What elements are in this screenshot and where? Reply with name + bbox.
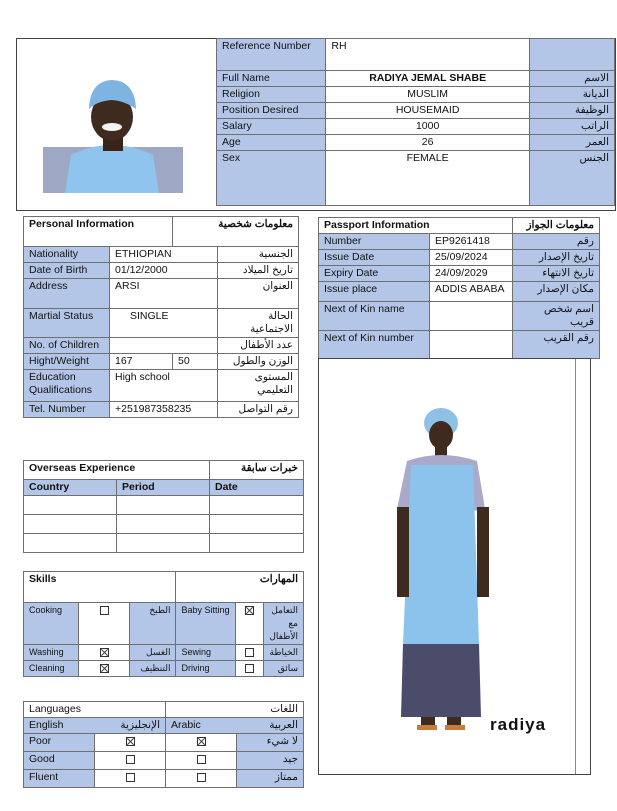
position-value: HOUSEMAID bbox=[326, 103, 530, 119]
level-poor-label-ar: لا شيء bbox=[237, 734, 304, 752]
height-value: 167 bbox=[110, 354, 173, 370]
tel-value: +251987358235 bbox=[110, 402, 218, 418]
headshot-photo bbox=[37, 69, 187, 193]
languages-title-ar: اللغات bbox=[166, 702, 304, 718]
issue-date-label-ar: تاريخ الإصدار bbox=[513, 250, 600, 266]
overseas-table bbox=[23, 460, 304, 553]
kin-name-label: Next of Kin name bbox=[319, 302, 430, 331]
education-label-ar: المستوى التعليمي bbox=[218, 370, 299, 402]
dob-value: 01/12/2000 bbox=[110, 263, 218, 279]
full-body-photo-frame bbox=[318, 358, 591, 775]
overseas-row bbox=[24, 496, 304, 515]
header-label-ref: Reference Number bbox=[217, 39, 326, 71]
skill-cooking-label: Cooking bbox=[24, 603, 79, 645]
kin-name-label-ar: اسم شخص قريب bbox=[513, 302, 600, 331]
kin-number-label-ar: رقم القريب bbox=[513, 331, 600, 359]
language-level-row bbox=[24, 770, 304, 788]
weight-value: 50 bbox=[173, 354, 218, 370]
full-body-photo bbox=[389, 399, 499, 735]
header-ar-age: العمر bbox=[529, 135, 614, 151]
overseas-col-date: Date bbox=[210, 480, 304, 496]
issue-place-label: Issue place bbox=[319, 282, 430, 302]
marital-label-ar: الحالة الاجتماعية bbox=[218, 309, 299, 338]
languages-table bbox=[23, 701, 304, 788]
issue-place-value: ADDIS ABABA bbox=[430, 282, 513, 302]
height-weight-label: Hight/Weight bbox=[24, 354, 110, 370]
expiry-date-label-ar: تاريخ الانتهاء bbox=[513, 266, 600, 282]
language-english-label: English bbox=[29, 719, 64, 731]
skill-washing-label-ar: الغسل bbox=[129, 645, 176, 661]
language-level-row bbox=[24, 752, 304, 770]
header-label-religion: Religion bbox=[217, 87, 326, 103]
education-label: Education Qualifications bbox=[24, 370, 110, 402]
tel-label: Tel. Number bbox=[24, 402, 110, 418]
skill-driving-checkbox[interactable] bbox=[245, 664, 254, 673]
header-ar-name: الاسم bbox=[529, 71, 614, 87]
expiry-date-value: 24/09/2029 bbox=[430, 266, 513, 282]
english-poor-checkbox[interactable] bbox=[126, 737, 135, 746]
overseas-row bbox=[24, 534, 304, 553]
language-arabic-label-ar: العربية bbox=[269, 719, 298, 731]
level-good-label: Good bbox=[24, 752, 95, 770]
marital-label: Martial Status bbox=[24, 309, 110, 338]
marital-value: SINGLE bbox=[110, 309, 218, 338]
expiry-date-label: Expiry Date bbox=[319, 266, 430, 282]
english-fluent-checkbox[interactable] bbox=[126, 773, 135, 782]
children-label: No. of Children bbox=[24, 338, 110, 354]
passport-number-value: EP9261418 bbox=[430, 234, 513, 250]
skills-row bbox=[24, 661, 304, 677]
header-label-salary: Salary bbox=[217, 119, 326, 135]
address-label: Address bbox=[24, 279, 110, 309]
issue-date-label: Issue Date bbox=[319, 250, 430, 266]
language-arabic-label: Arabic bbox=[171, 719, 201, 731]
skill-cleaning-label-ar: التنظيف bbox=[129, 661, 176, 677]
skill-driving-label-ar: سائق bbox=[264, 661, 304, 677]
header-ar-position: الوظيفة bbox=[529, 103, 614, 119]
photo-divider bbox=[575, 359, 576, 774]
skill-cleaning-checkbox[interactable] bbox=[100, 664, 109, 673]
address-label-ar: العنوان bbox=[218, 279, 299, 309]
sex-value: FEMALE bbox=[326, 151, 530, 206]
passport-info-title: Passport Information bbox=[319, 218, 513, 234]
overseas-title-ar: خبرات سابقة bbox=[210, 461, 304, 480]
overseas-title: Overseas Experience bbox=[24, 461, 210, 480]
skill-sewing-label-ar: الخياطة bbox=[264, 645, 304, 661]
full-name-value: RADIYA JEMAL SHABE bbox=[326, 71, 530, 87]
height-weight-label-ar: الوزن والطول bbox=[218, 354, 299, 370]
english-good-checkbox[interactable] bbox=[126, 755, 135, 764]
level-fluent-label-ar: ممتاز bbox=[237, 770, 304, 788]
children-value bbox=[110, 338, 218, 354]
dob-label: Date of Birth bbox=[24, 263, 110, 279]
passport-info-title-ar: معلومات الجواز bbox=[513, 218, 600, 234]
skills-row bbox=[24, 603, 304, 645]
header-table bbox=[216, 38, 615, 206]
issue-date-value: 25/09/2024 bbox=[430, 250, 513, 266]
arabic-poor-checkbox[interactable] bbox=[197, 737, 206, 746]
languages-title: Languages bbox=[24, 702, 166, 718]
language-level-row bbox=[24, 734, 304, 752]
overseas-row bbox=[24, 515, 304, 534]
photo-signature: radiya bbox=[490, 715, 547, 734]
skill-sewing-checkbox[interactable] bbox=[245, 648, 254, 657]
skill-cooking-label-ar: الطبخ bbox=[129, 603, 176, 645]
header-ar-ref bbox=[529, 39, 614, 71]
header-label-position: Position Desired bbox=[217, 103, 326, 119]
skill-sewing-label: Sewing bbox=[176, 645, 236, 661]
passport-info-table bbox=[318, 217, 600, 359]
skills-title-ar: المهارات bbox=[176, 572, 304, 603]
dob-label-ar: تاريخ الميلاد bbox=[218, 263, 299, 279]
salary-value: 1000 bbox=[326, 119, 530, 135]
education-value: High school bbox=[110, 370, 218, 402]
language-english-label-ar: الإنجليزية bbox=[120, 719, 160, 731]
skill-babysitting-label: Baby Sitting bbox=[176, 603, 236, 645]
kin-name-value bbox=[430, 302, 513, 331]
tel-label-ar: رقم التواصل bbox=[218, 402, 299, 418]
header-value-ref: RH bbox=[326, 39, 530, 71]
arabic-fluent-checkbox[interactable] bbox=[197, 773, 206, 782]
personal-info-title: Personal Information bbox=[24, 217, 173, 247]
nationality-value: ETHIOPIAN bbox=[110, 247, 218, 263]
header-label-name: Full Name bbox=[217, 71, 326, 87]
header-ar-religion: الديانة bbox=[529, 87, 614, 103]
skill-babysitting-label-ar: التعامل مع الأطفال bbox=[264, 603, 304, 645]
overseas-col-period: Period bbox=[117, 480, 210, 496]
nationality-label-ar: الجنسية bbox=[218, 247, 299, 263]
passport-number-label-ar: رقم bbox=[513, 234, 600, 250]
skills-table bbox=[23, 571, 304, 677]
kin-number-value bbox=[430, 331, 513, 359]
header-label-sex: Sex bbox=[217, 151, 326, 206]
children-label-ar: عدد الأطفال bbox=[218, 338, 299, 354]
issue-place-label-ar: مكان الإصدار bbox=[513, 282, 600, 302]
skills-title: Skills bbox=[24, 572, 176, 603]
skill-cleaning-label: Cleaning bbox=[24, 661, 79, 677]
skill-cooking-checkbox[interactable] bbox=[100, 606, 109, 615]
address-value: ARSI bbox=[110, 279, 218, 309]
personal-info-title-ar: معلومات شخصية bbox=[173, 217, 299, 247]
age-value: 26 bbox=[326, 135, 530, 151]
skill-driving-label: Driving bbox=[176, 661, 236, 677]
header-ar-salary: الراتب bbox=[529, 119, 614, 135]
personal-info-table bbox=[23, 216, 299, 418]
level-fluent-label: Fluent bbox=[24, 770, 95, 788]
skill-washing-checkbox[interactable] bbox=[100, 648, 109, 657]
arabic-good-checkbox[interactable] bbox=[197, 755, 206, 764]
header-label-age: Age bbox=[217, 135, 326, 151]
header-ar-sex: الجنس bbox=[529, 151, 614, 206]
nationality-label: Nationality bbox=[24, 247, 110, 263]
skills-row bbox=[24, 645, 304, 661]
passport-number-label: Number bbox=[319, 234, 430, 250]
religion-value: MUSLIM bbox=[326, 87, 530, 103]
level-poor-label: Poor bbox=[24, 734, 95, 752]
kin-number-label: Next of Kin number bbox=[319, 331, 430, 359]
level-good-label-ar: جيد bbox=[237, 752, 304, 770]
skill-babysitting-checkbox[interactable] bbox=[245, 606, 254, 615]
skill-washing-label: Washing bbox=[24, 645, 79, 661]
overseas-col-country: Country bbox=[24, 480, 117, 496]
header-section bbox=[16, 38, 616, 211]
